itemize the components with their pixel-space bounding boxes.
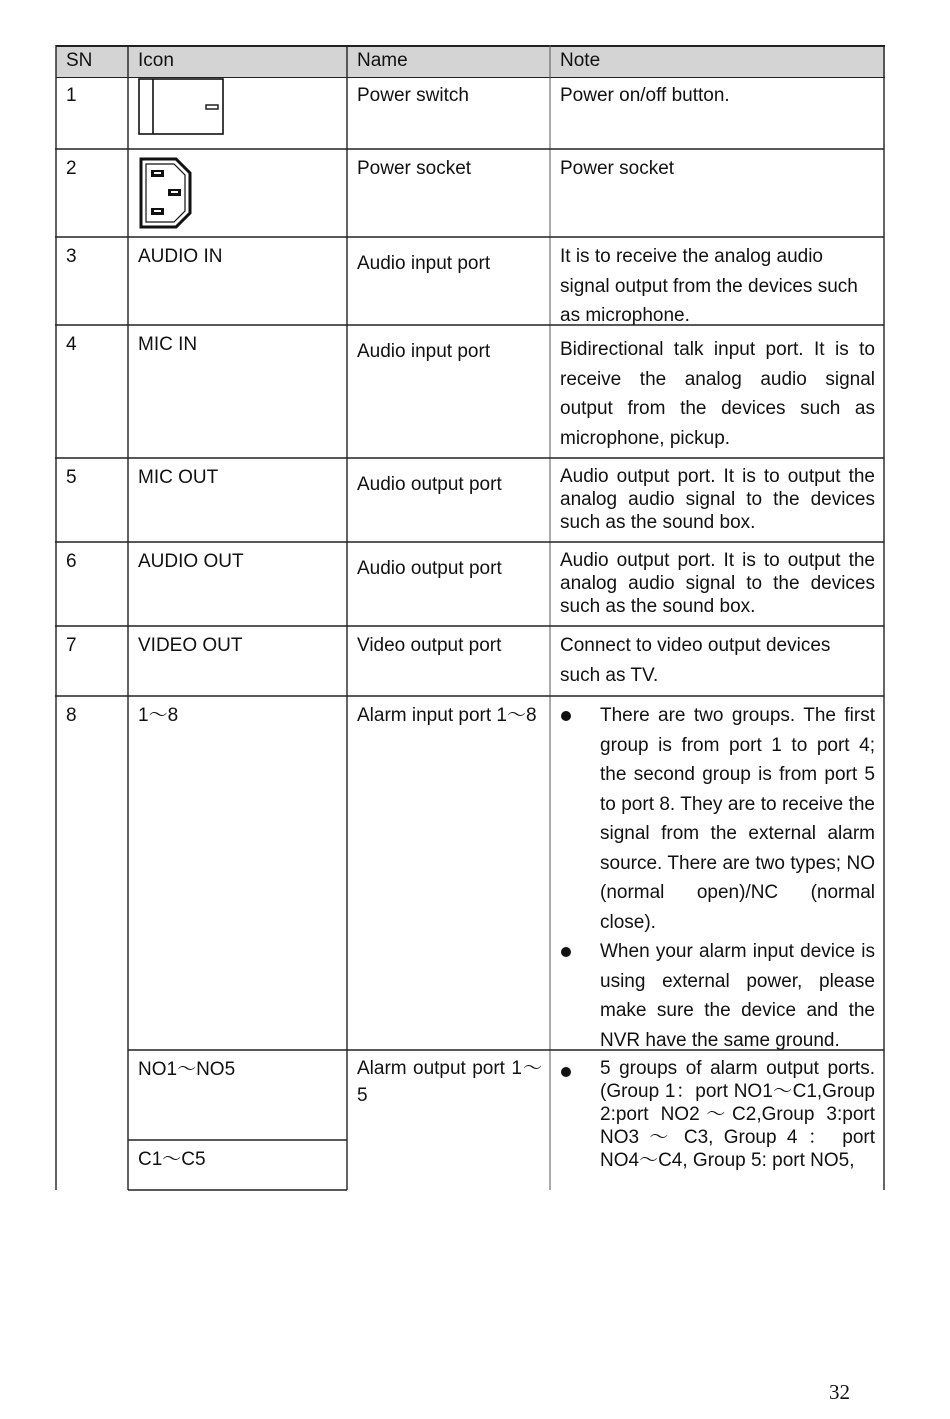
row-icon: MIC IN xyxy=(138,334,198,355)
row-note: Audio output port. It is to output the analog audio signal to the devices such as the sound box. xyxy=(560,550,875,617)
row-note: Power on/off button. xyxy=(560,85,730,106)
row-name: Alarm output port 1～5 xyxy=(357,1058,542,1106)
row-icon: 1～8 xyxy=(138,705,179,726)
row-sn: 4 xyxy=(66,334,77,355)
header-note: Note xyxy=(560,50,601,71)
row-name: Audio output port xyxy=(357,474,502,495)
note-bullet: There are two groups. The first group is from port 1 to port 4; the second group is from port 5 to port 8. They are to receive the signal from the external alarm source. There are two types; NO (normal open)/NC (normal close). xyxy=(560,701,875,937)
row-note: Power socket xyxy=(560,158,675,179)
row-sn: 5 xyxy=(66,467,77,488)
row-icon: AUDIO IN xyxy=(138,246,223,267)
row-note: Connect to video output devices such as TV. xyxy=(560,635,831,686)
row-sn: 1 xyxy=(66,85,77,106)
row-name: Video output port xyxy=(357,635,502,656)
note-bullet: When your alarm input device is using external power, please make sure the device and the NVR have the same ground. xyxy=(560,937,875,1055)
header-sn: SN xyxy=(66,50,93,71)
table-grid xyxy=(55,45,886,1195)
row-name: Audio input port xyxy=(357,341,491,362)
row-name: Power switch xyxy=(357,85,469,106)
row-sn: 7 xyxy=(66,635,77,656)
header-name: Name xyxy=(357,50,408,71)
row-icon: MIC OUT xyxy=(138,467,219,488)
row-sn: 6 xyxy=(66,551,77,572)
row-sn: 3 xyxy=(66,246,77,267)
row-icon: VIDEO OUT xyxy=(138,635,243,656)
row-note: Audio output port. It is to output the analog audio signal to the devices such as the sound box. xyxy=(560,466,875,533)
row-name: Alarm input port 1～8 xyxy=(357,705,537,726)
row-icon-secondary: C1～C5 xyxy=(138,1149,206,1170)
note-bullet: 5 groups of alarm output ports. (Group 1：port NO1～C1,Group 2:port NO2～C2,Group 3:port NO3 ～ C3, Group 4 ： port NO4～C4, Group 5: port NO5, xyxy=(560,1057,875,1172)
row-name: Audio output port xyxy=(357,558,502,579)
row-note: It is to receive the analog audio signal output from the devices such as microphone. xyxy=(560,246,858,326)
row-name: Audio input port xyxy=(357,253,491,274)
page-number: 32 xyxy=(829,1380,850,1404)
row-icon: AUDIO OUT xyxy=(138,551,244,572)
header-icon: Icon xyxy=(138,50,174,71)
row-note: Bidirectional talk input port. It is to receive the analog audio signal output from the devices such as microphone, pickup. xyxy=(560,339,875,449)
row-sn: 2 xyxy=(66,158,77,179)
row-icon: NO1～NO5 xyxy=(138,1059,236,1080)
row-sn: 8 xyxy=(66,705,77,726)
row-name: Power socket xyxy=(357,158,472,179)
